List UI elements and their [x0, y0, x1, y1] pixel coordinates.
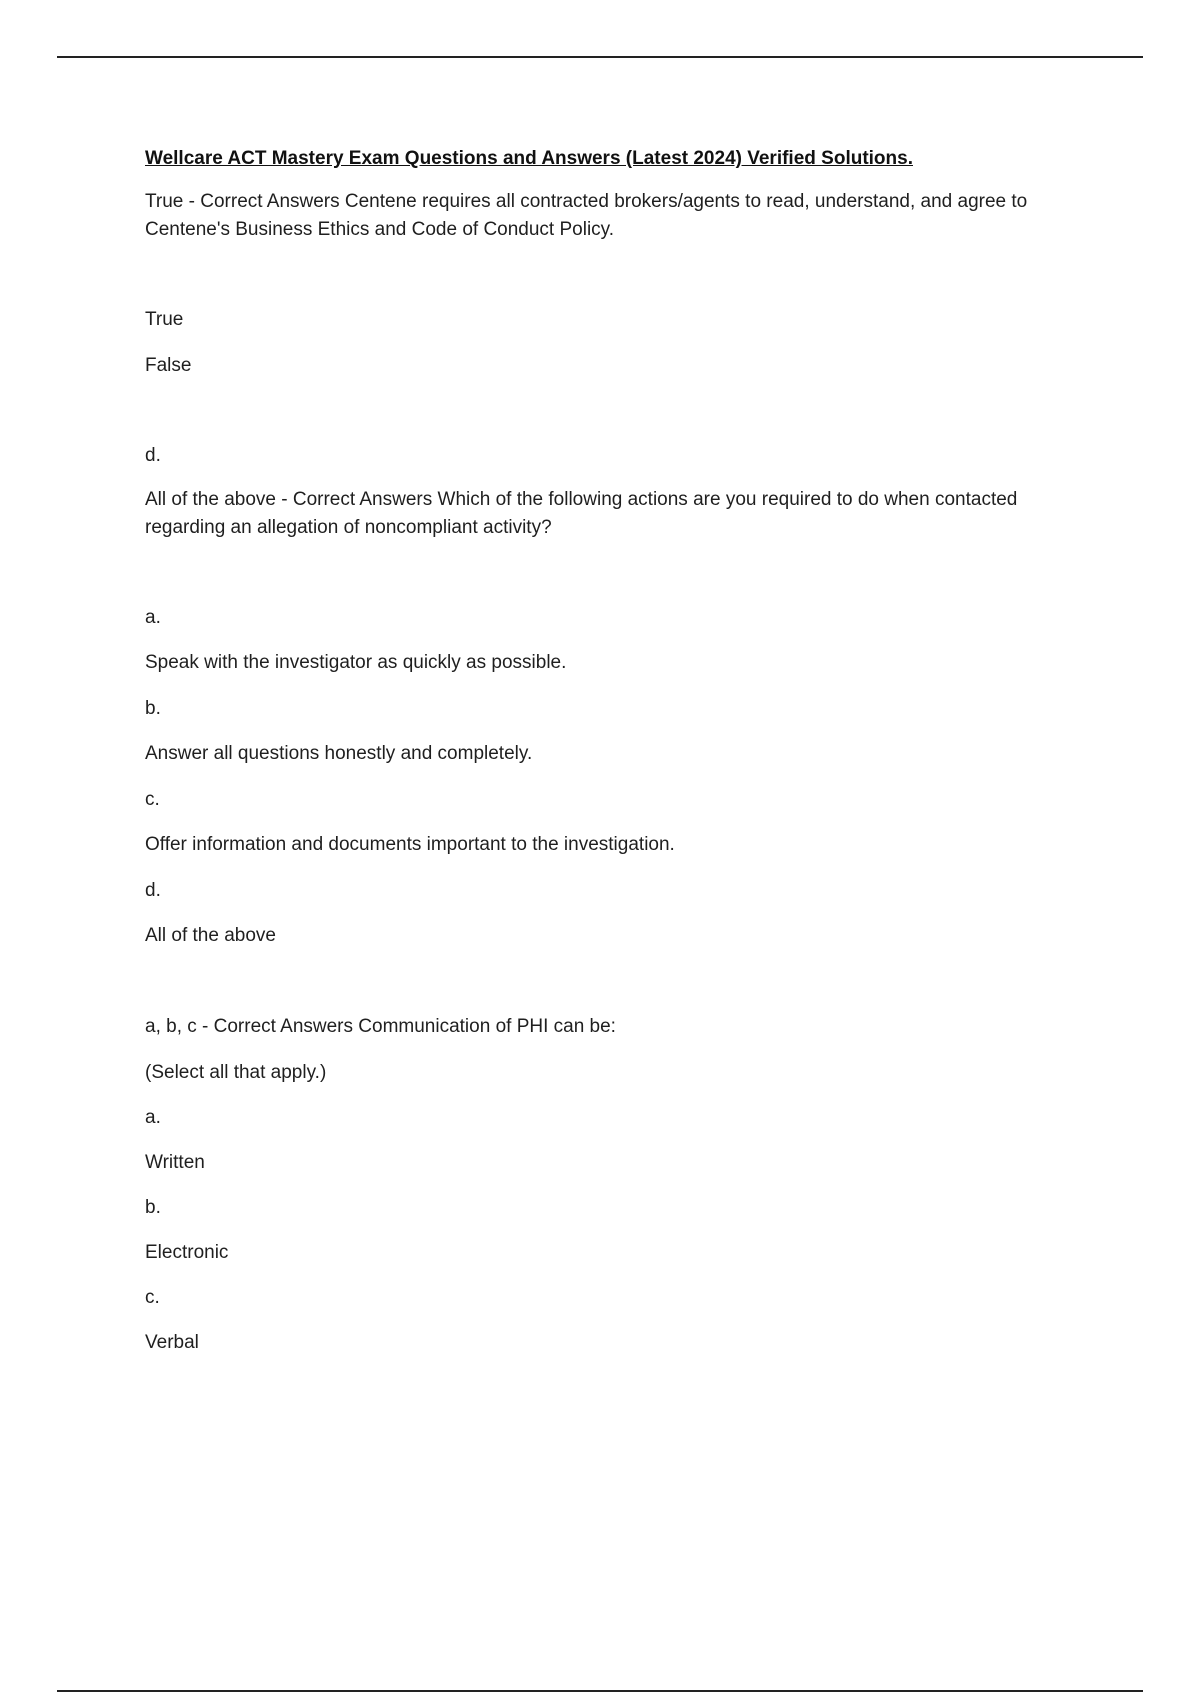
option-letter: b.	[145, 698, 161, 719]
option-letter: a.	[145, 607, 161, 628]
option-letter: d.	[145, 445, 161, 466]
option-letter: c.	[145, 789, 160, 810]
option-text: Offer information and documents important to the investigation.	[145, 834, 675, 855]
option-text: Verbal	[145, 1332, 199, 1353]
answer-paragraph: a, b, c - Correct Answers Communication of PHI can be:	[145, 1016, 616, 1037]
footer-rule	[57, 1690, 1143, 1692]
page-content	[145, 146, 1075, 1357]
answer-paragraph: True - Correct Answers Centene requires all contracted brokers/agents to read, understand, and agree to Centene's Business Ethics and Code of Conduct Policy.	[145, 191, 1028, 240]
option-text: All of the above	[145, 925, 276, 946]
option-letter: b.	[145, 1197, 161, 1218]
option-text: Speak with the investigator as quickly as possible.	[145, 652, 567, 673]
option-text: False	[145, 355, 192, 376]
header-rule	[57, 56, 1143, 58]
option-letter: d.	[145, 880, 161, 901]
answer-paragraph: All of the above - Correct Answers Which of the following actions are you required to do when contacted regarding an allegation of noncompliant activity?	[145, 489, 1018, 538]
option-text: Electronic	[145, 1242, 229, 1263]
option-text: Written	[145, 1152, 205, 1173]
option-letter: c.	[145, 1287, 160, 1308]
option-text: Answer all questions honestly and completely.	[145, 743, 533, 764]
document-title: Wellcare ACT Mastery Exam Questions and Answers (Latest 2024) Verified Solutions.	[145, 148, 913, 169]
instruction-text: (Select all that apply.)	[145, 1062, 327, 1083]
option-text: True	[145, 309, 184, 330]
option-letter: a.	[145, 1107, 161, 1128]
